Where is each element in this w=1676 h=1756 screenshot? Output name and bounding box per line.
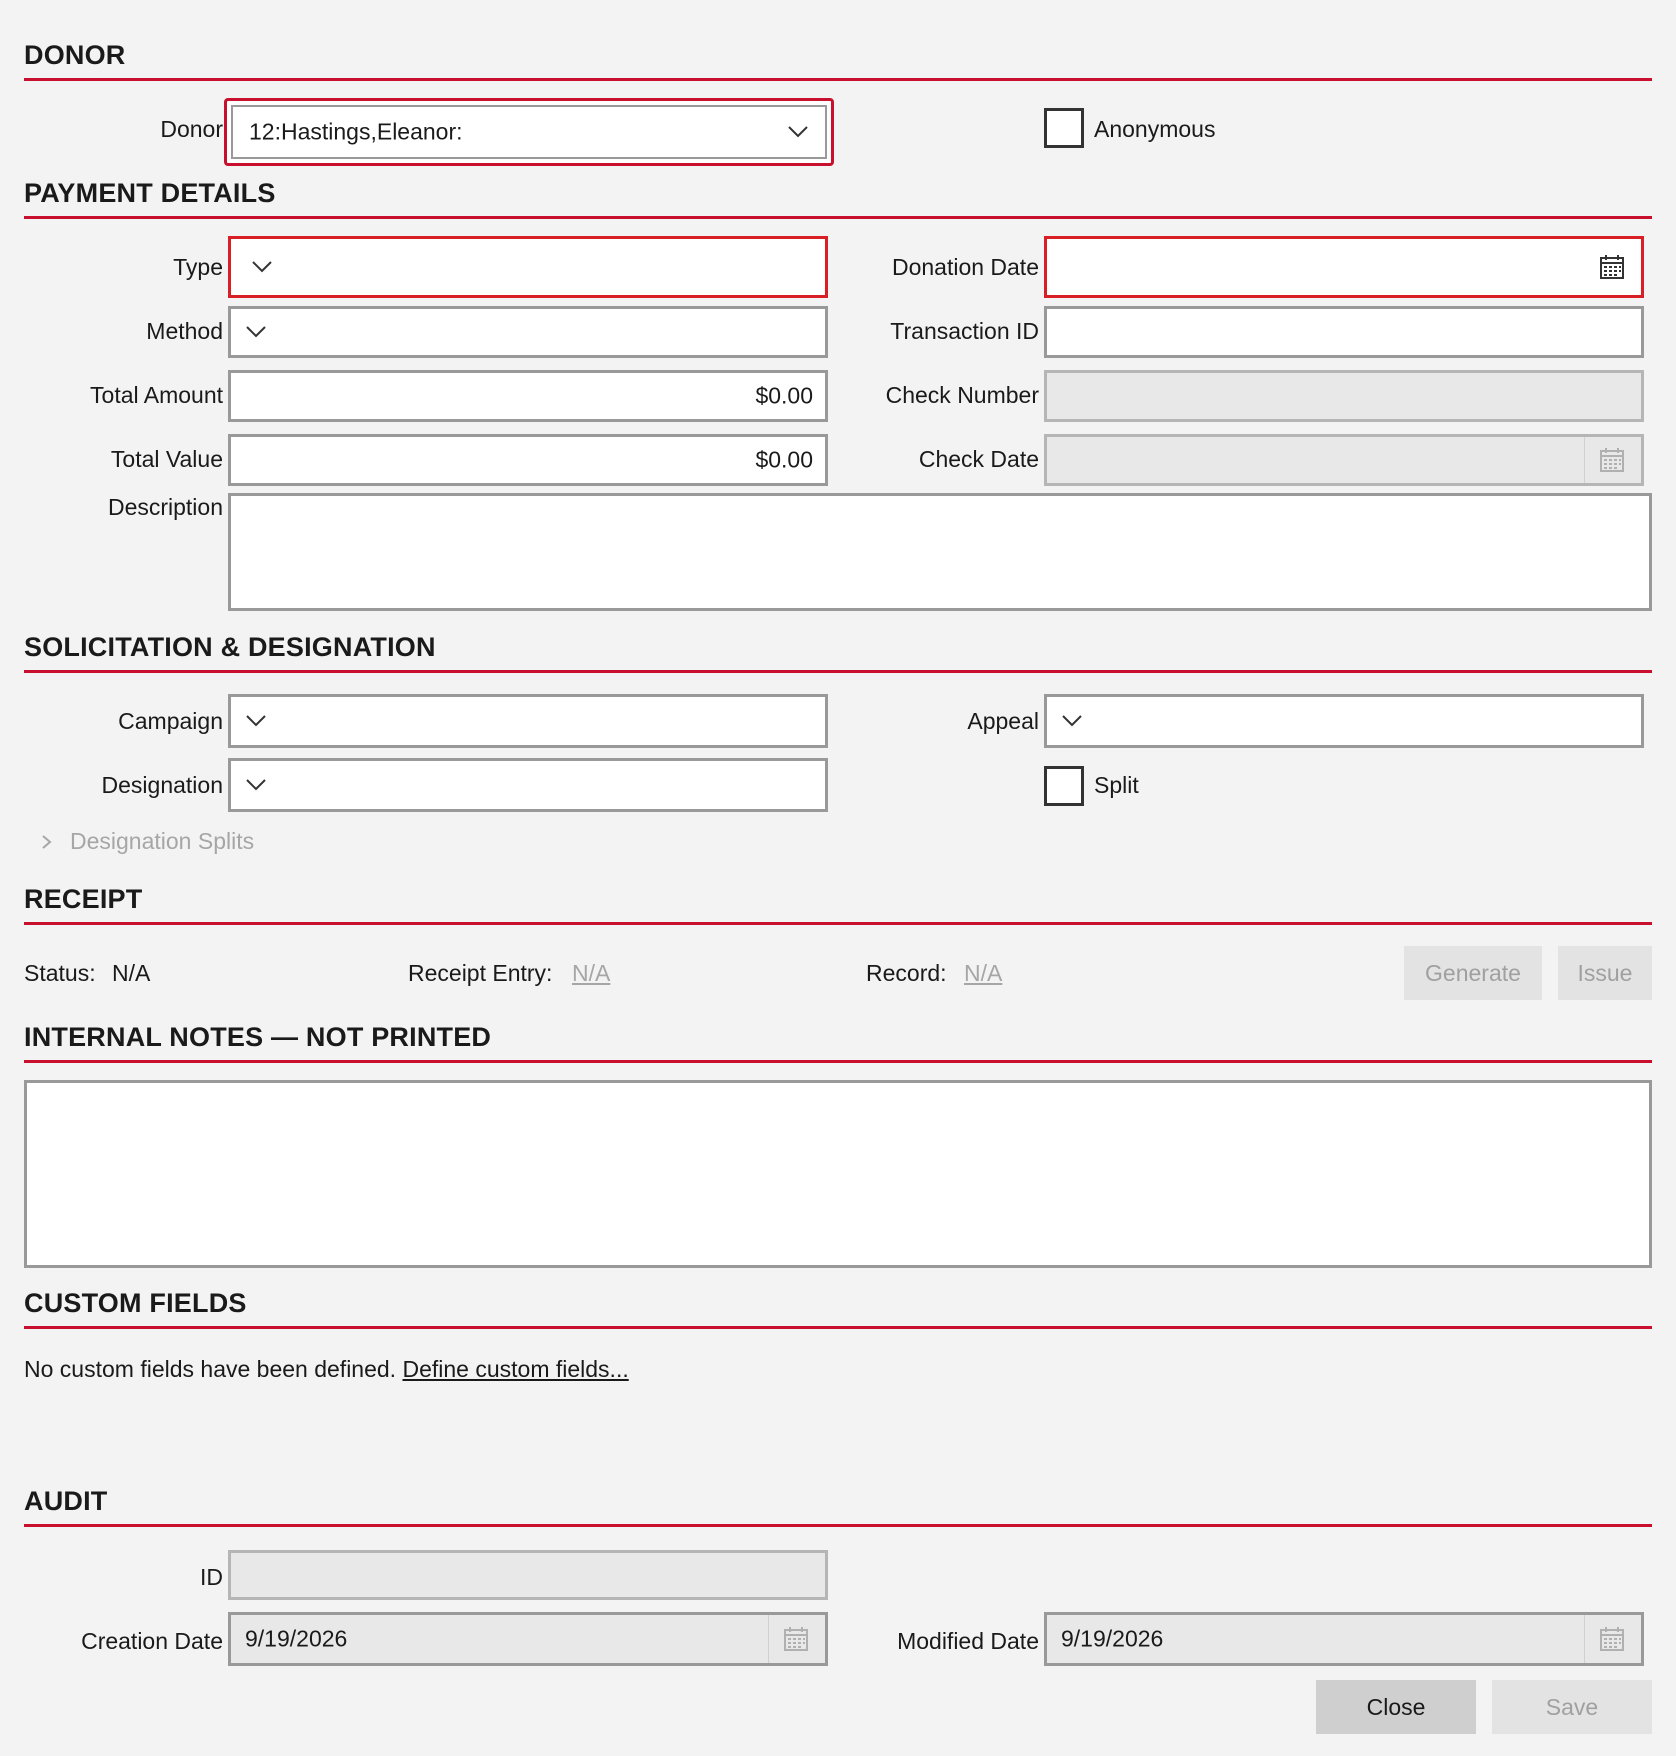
section-title-donor: DONOR bbox=[24, 40, 126, 70]
modified-date-label: Modified Date bbox=[897, 1628, 1039, 1654]
designation-combobox[interactable] bbox=[228, 758, 828, 812]
calendar-icon bbox=[1599, 447, 1625, 473]
section-divider bbox=[24, 670, 1652, 673]
type-label: Type bbox=[173, 254, 223, 280]
receipt-status-value: N/A bbox=[112, 960, 151, 986]
appeal-label: Appeal bbox=[967, 708, 1039, 734]
audit-id-label: ID bbox=[200, 1564, 223, 1590]
receipt-record-label: Record: bbox=[866, 960, 947, 986]
check-number-input bbox=[1044, 370, 1644, 422]
anonymous-checkbox[interactable] bbox=[1044, 108, 1084, 148]
check-number-label: Check Number bbox=[885, 382, 1039, 408]
section-title-receipt: RECEIPT bbox=[24, 884, 143, 914]
save-button[interactable]: Save bbox=[1492, 1680, 1652, 1734]
donation-date-field[interactable] bbox=[1044, 236, 1644, 298]
chevron-down-icon[interactable] bbox=[245, 714, 267, 728]
issue-button[interactable]: Issue bbox=[1558, 946, 1652, 1000]
section-divider bbox=[24, 78, 1652, 81]
description-label: Description bbox=[107, 494, 223, 520]
donor-label: Donor bbox=[160, 116, 223, 142]
campaign-label: Campaign bbox=[118, 708, 223, 734]
receipt-record-link[interactable]: N/A bbox=[964, 960, 1003, 986]
donor-value: 12:Hastings,Eleanor: bbox=[249, 118, 463, 145]
chevron-down-icon[interactable] bbox=[787, 125, 809, 139]
split-label: Split bbox=[1094, 772, 1139, 798]
close-button[interactable]: Close bbox=[1316, 1680, 1476, 1734]
total-amount-value: $0.00 bbox=[755, 382, 813, 409]
define-custom-fields-link[interactable]: Define custom fields... bbox=[402, 1356, 629, 1382]
check-date-field bbox=[1044, 434, 1644, 486]
total-value-label: Total Value bbox=[110, 446, 223, 472]
donation-date-label: Donation Date bbox=[891, 254, 1039, 280]
audit-id-input bbox=[228, 1550, 828, 1600]
total-value-input[interactable] bbox=[228, 434, 828, 486]
total-amount-input[interactable] bbox=[228, 370, 828, 422]
generate-button[interactable]: Generate bbox=[1404, 946, 1542, 1000]
section-title-notes: INTERNAL NOTES — NOT PRINTED bbox=[24, 1022, 492, 1052]
transaction-id-input[interactable] bbox=[1044, 306, 1644, 358]
designation-splits-expander[interactable] bbox=[40, 828, 254, 855]
designation-label: Designation bbox=[101, 772, 223, 798]
split-checkbox[interactable] bbox=[1044, 766, 1084, 806]
section-title-payment: PAYMENT DETAILS bbox=[24, 178, 276, 208]
chevron-right-icon[interactable] bbox=[40, 833, 54, 851]
type-combobox[interactable] bbox=[228, 236, 828, 298]
receipt-entry-link[interactable]: N/A bbox=[572, 960, 611, 986]
section-divider bbox=[24, 1326, 1652, 1329]
chevron-down-icon[interactable] bbox=[245, 778, 267, 792]
receipt-entry-label: Receipt Entry: bbox=[408, 960, 553, 986]
chevron-down-icon[interactable] bbox=[1061, 714, 1083, 728]
donor-combobox[interactable] bbox=[224, 98, 834, 166]
total-amount-label: Total Amount bbox=[90, 382, 223, 408]
section-title-audit: AUDIT bbox=[24, 1486, 108, 1516]
section-title-custom: CUSTOM FIELDS bbox=[24, 1288, 247, 1318]
modified-date-value: 9/19/2026 bbox=[1061, 1625, 1164, 1652]
internal-notes-textarea[interactable] bbox=[24, 1080, 1652, 1268]
anonymous-label: Anonymous bbox=[1094, 116, 1216, 142]
total-value-value: $0.00 bbox=[755, 446, 813, 473]
calendar-icon[interactable] bbox=[1599, 254, 1625, 280]
creation-date-value: 9/19/2026 bbox=[245, 1625, 348, 1652]
modified-date-field bbox=[1044, 1612, 1644, 1666]
receipt-status-label: Status: bbox=[24, 960, 96, 986]
campaign-combobox[interactable] bbox=[228, 694, 828, 748]
chevron-down-icon[interactable] bbox=[245, 325, 267, 339]
custom-fields-message bbox=[24, 1356, 629, 1383]
section-divider bbox=[24, 1060, 1652, 1063]
creation-date-field bbox=[228, 1612, 828, 1666]
appeal-combobox[interactable] bbox=[1044, 694, 1644, 748]
chevron-down-icon[interactable] bbox=[251, 260, 273, 274]
section-divider bbox=[24, 922, 1652, 925]
designation-splits-label: Designation Splits bbox=[70, 828, 255, 854]
creation-date-label: Creation Date bbox=[81, 1628, 223, 1654]
check-date-label: Check Date bbox=[918, 446, 1039, 472]
method-label: Method bbox=[146, 318, 223, 344]
transaction-id-label: Transaction ID bbox=[890, 318, 1039, 344]
section-divider bbox=[24, 1524, 1652, 1527]
section-title-solicitation: SOLICITATION & DESIGNATION bbox=[24, 632, 436, 662]
custom-fields-text: No custom fields have been defined. bbox=[24, 1356, 397, 1382]
calendar-icon bbox=[1599, 1626, 1625, 1652]
description-textarea[interactable] bbox=[228, 493, 1652, 611]
method-combobox[interactable] bbox=[228, 306, 828, 358]
section-divider bbox=[24, 216, 1652, 219]
